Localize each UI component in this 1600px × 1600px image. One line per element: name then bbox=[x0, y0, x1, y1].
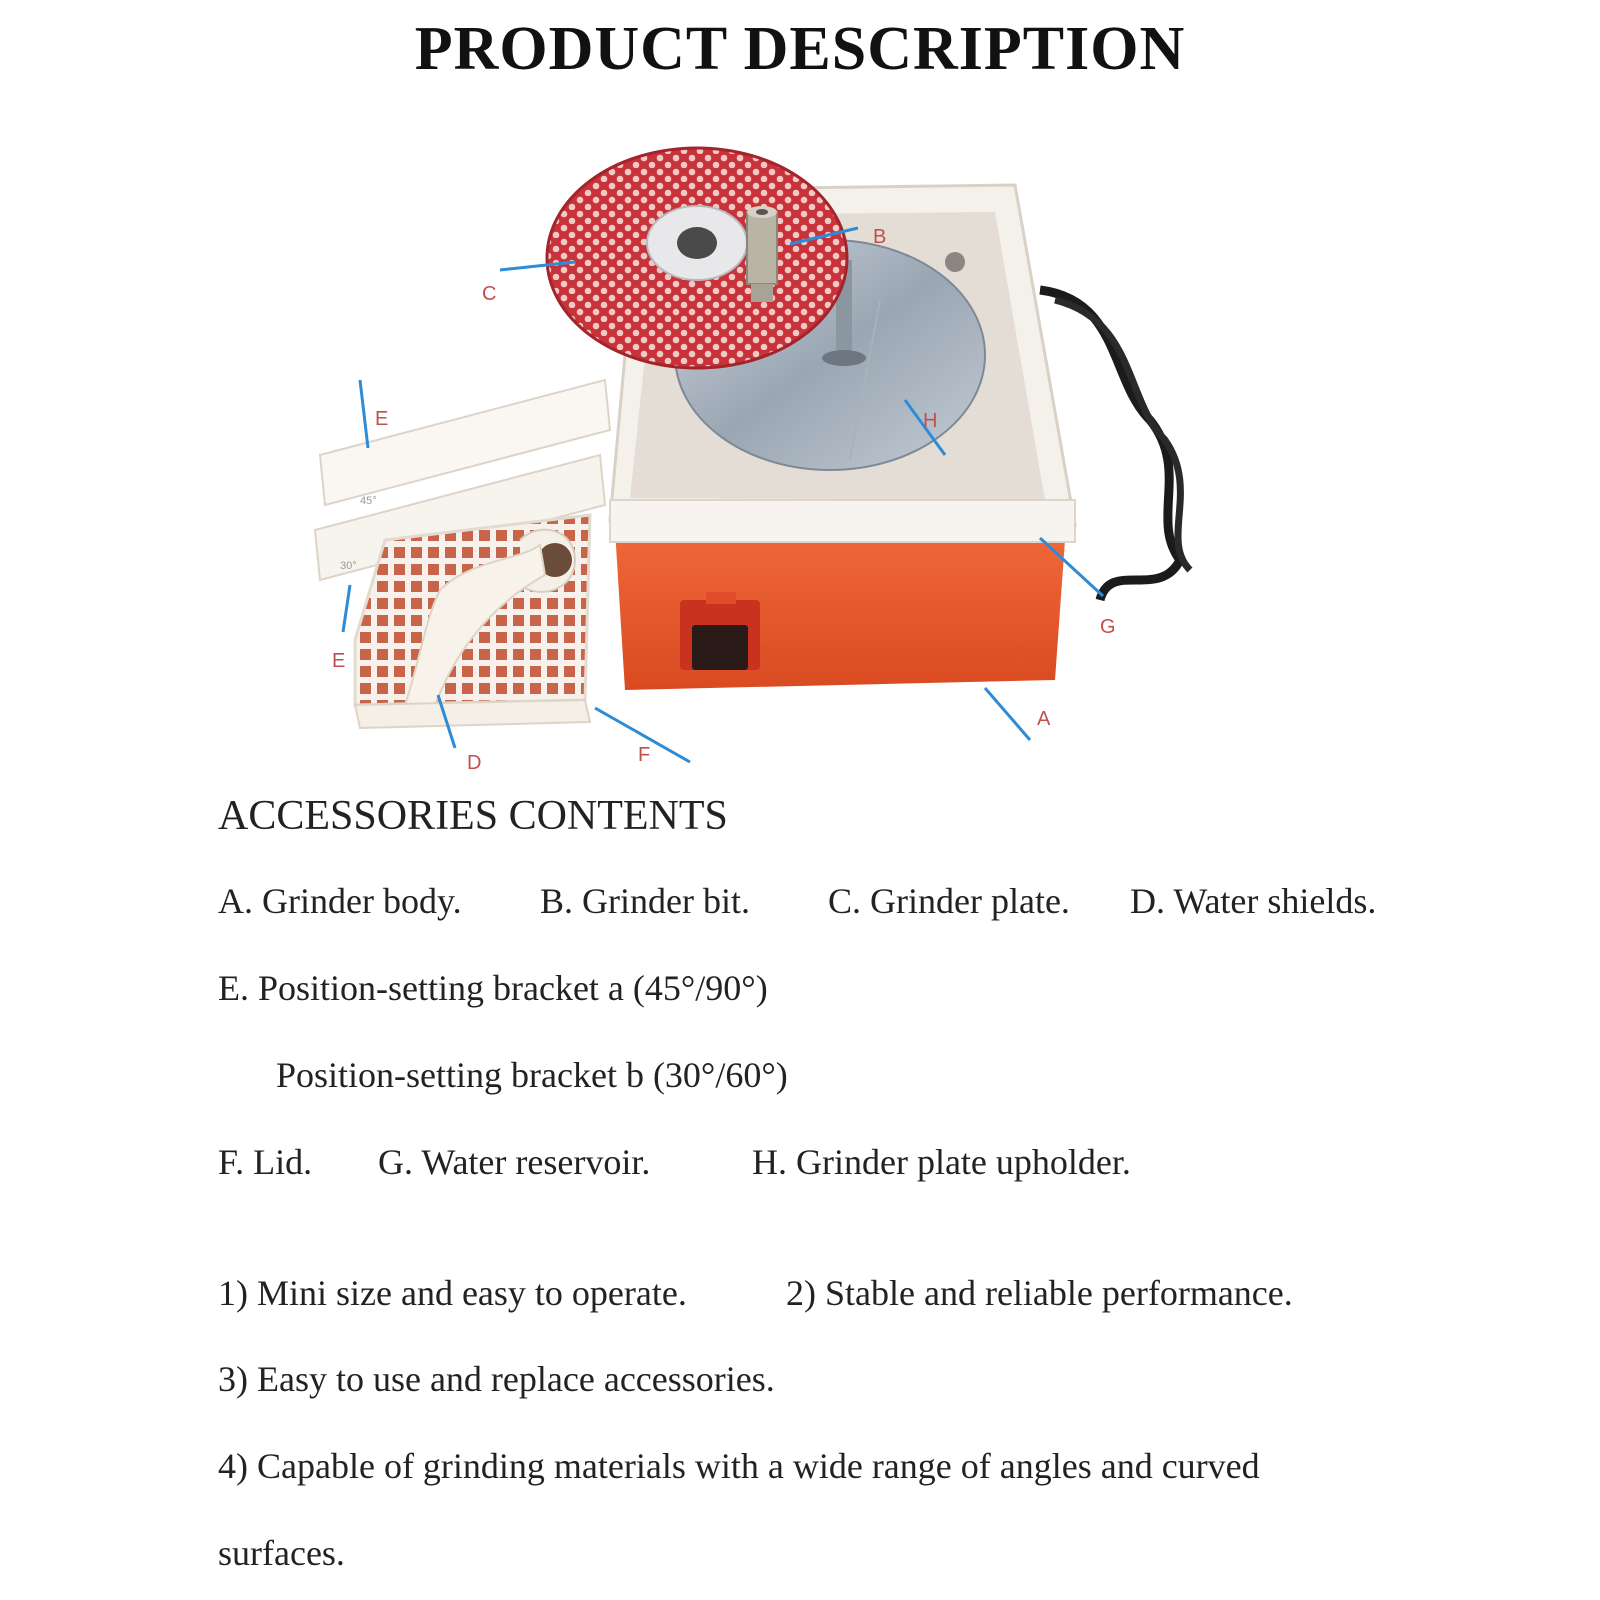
accessory-c: C. Grinder plate. bbox=[828, 881, 1070, 921]
callout-c: C bbox=[482, 283, 497, 305]
accessory-f: F. Lid. bbox=[218, 1142, 313, 1182]
accessory-e-b: Position-setting bracket b (30°/60°) bbox=[276, 1055, 788, 1095]
callout-a: A bbox=[1037, 708, 1051, 730]
product-figure bbox=[0, 0, 1600, 780]
accessories-heading: ACCESSORIES CONTENTS bbox=[218, 793, 728, 839]
callout-e-top: E bbox=[375, 408, 389, 430]
feature-4-continued: surfaces. bbox=[218, 1533, 345, 1573]
feature-3: 3) Easy to use and replace accessories. bbox=[218, 1359, 775, 1399]
callout-f: F bbox=[638, 744, 651, 766]
grinder-bit bbox=[747, 212, 777, 284]
feature-2: 2) Stable and reliable performance. bbox=[786, 1273, 1293, 1313]
accessory-a: A. Grinder body. bbox=[218, 881, 462, 921]
callout-b: B bbox=[873, 226, 887, 248]
lid bbox=[355, 700, 590, 728]
grinder-illustration bbox=[0, 0, 1600, 780]
callout-d: D bbox=[467, 752, 482, 774]
callout-g: G bbox=[1100, 616, 1116, 638]
accessory-g: G. Water reservoir. bbox=[378, 1142, 651, 1182]
feature-1: 1) Mini size and easy to operate. bbox=[218, 1273, 687, 1313]
feature-4: 4) Capable of grinding materials with a wide range of angles and curved bbox=[218, 1446, 1260, 1486]
page-title: PRODUCT DESCRIPTION bbox=[414, 15, 1186, 83]
accessory-d: D. Water shields. bbox=[1130, 881, 1377, 921]
accessory-e-a: E. Position-setting bracket a (45°/90°) bbox=[218, 968, 768, 1008]
accessory-h: H. Grinder plate upholder. bbox=[752, 1142, 1131, 1182]
bracket-mark-top: 45° bbox=[360, 495, 377, 507]
accessory-b: B. Grinder bit. bbox=[540, 881, 750, 921]
callout-h: H bbox=[923, 410, 938, 432]
bracket-mark-bottom: 30° bbox=[340, 560, 357, 572]
callout-e-bottom: E bbox=[332, 650, 346, 672]
